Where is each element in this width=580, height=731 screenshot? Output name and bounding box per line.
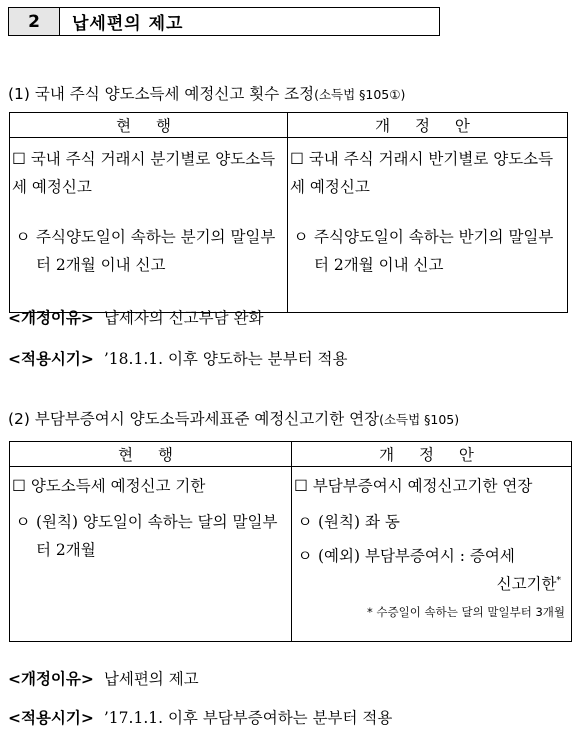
column-current: 현 행 (10, 113, 288, 138)
section-number: 2 (9, 8, 60, 35)
revision-reason-1: <개정이유> 납세자의 신고부담 완화 (8, 309, 264, 327)
section-header (8, 7, 440, 36)
effective-date-2: <적용시기> ’17.1.1. 이후 부담부증여하는 분부터 적용 (8, 709, 393, 727)
subsection-2-title: (2) 부담부증여시 양도소득과세표준 예정신고기한 연장(소득법 §105) (8, 410, 460, 428)
current-detail: ㅇ (원칙) 양도일이 속하는 달의 말일부터 2개월 (15, 513, 278, 559)
section-heading: 납세편의 제고 (72, 14, 184, 34)
law-reference: (소득법 §105) (379, 412, 460, 427)
current-provision: ☐ 양도소득세 예정신고 기한 (12, 477, 206, 495)
revised-detail: ㅇ 주식양도일이 속하는 반기의 말일부터 2개월 이내 신고 (293, 228, 554, 274)
revised-detail-deadline: 신고기한* (496, 575, 561, 593)
revised-detail-principle: ㅇ (원칙) 좌 동 (297, 513, 400, 531)
revised-provision: ☐ 국내 주식 거래시 반기별로 양도소득세 예정신고 (290, 150, 554, 196)
law-reference: (소득법 §105①) (314, 87, 406, 102)
subsection-1-title: (1) 국내 주식 양도소득세 예정신고 횟수 조정(소득법 §105①) (8, 85, 406, 103)
revision-reason-2: <개정이유> 납세편의 제고 (8, 670, 199, 688)
current-detail: ㅇ 주식양도일이 속하는 분기의 말일부터 2개월 이내 신고 (15, 228, 276, 274)
effective-date-1: <적용시기> ’18.1.1. 이후 양도하는 분부터 적용 (8, 350, 348, 368)
revised-provision: ☐ 부담부증여시 예정신고기한 연장 (294, 477, 533, 495)
comparison-table-1 (9, 112, 568, 313)
column-revised: 개 정 안 (292, 442, 572, 467)
comparison-table-2 (9, 441, 572, 642)
revised-detail-exception: ㅇ (예외) 부담부증여시 : 증여세 (297, 547, 515, 565)
column-revised: 개 정 안 (288, 113, 568, 138)
current-provision: ☐ 국내 주식 거래시 분기별로 양도소득세 예정신고 (12, 150, 276, 196)
footnote: * 수증일이 속하는 달의 말일부터 3개월 (367, 605, 565, 619)
column-current: 현 행 (10, 442, 292, 467)
